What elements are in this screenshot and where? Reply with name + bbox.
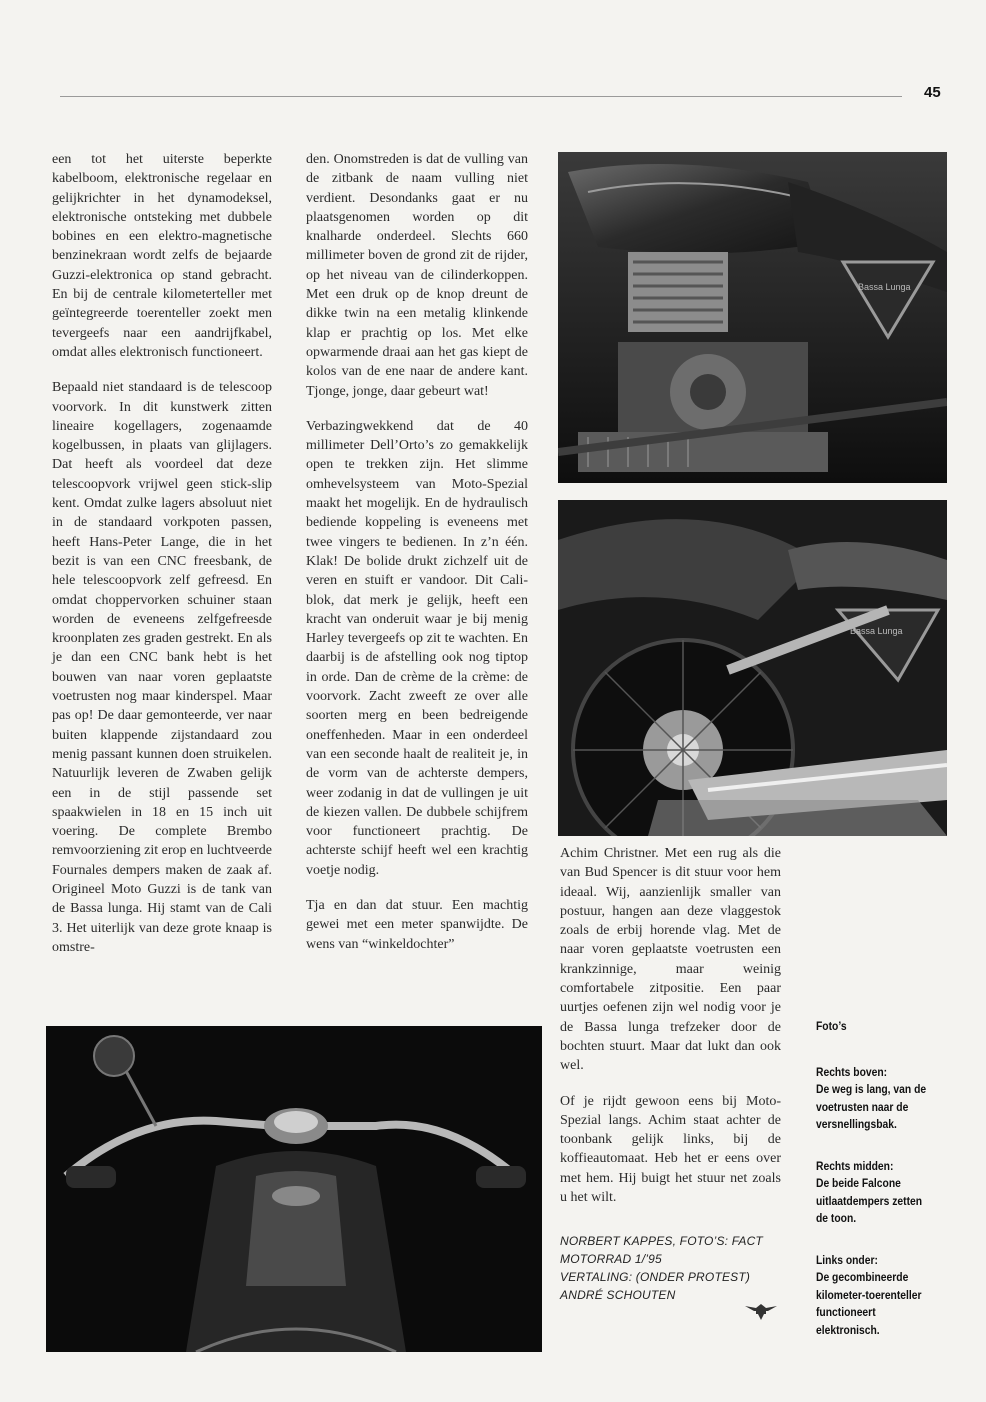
- paragraph: Bepaald niet standaard is de telescoop voorvork. In dit kunstwerk zitten lineaire kogellagers, zogenaamde kogelbussen, in plaats van glijlagers. Dat heeft als voordeel dat deze telescoopvork vrijwel geen stick-slip kent. Omdat zulke lagers absoluut niet in de standaard vorkpoten passen, heeft Hans-Peter Lange, die in het bezit is van een CNC freesbank, de hele telescoopvork zelf gefreesd. En omdat choppervorken schuiner staan worden de eveneens zelfgefreesde kroonplaten zes graden gestrekt. En als je dan een CNC bank hebt is het bouwen van naar voren geplaatste voetrusten nog maar kinderspel. Maar pas op! De daar gemonteerde, ver naar buiten klappende zijstandaard zou menig passant kunnen doen struikelen. Natuurlijk leveren de Zwaben gelijk een in de stijl passende set spaakwielen in 18 en 15 inch uit voering. De complete Brembo remvoorziening zit erop en luchtveerde Fournales dempers maken de zaak af. Origineel Moto Guzzi is de tank van de Bassa lunga. Hij stamt van de Cali 3. Het uiterlijk van deze grote knaap is omstre-: [52, 380, 273, 955]
- caption-text: De beide Falcone uitlaatdempers zetten de toon.: [816, 1176, 923, 1225]
- paragraph: den. Onomstreden is dat de vulling van de zitbank de naam vulling niet verdient. Desondanks gaat er nu plaatsgenomen worden op dit knalharde onderdeel. Slechts 660 millimeter boven de grond zit de rijder, op het niveau van de cilinderkoppen. Met een druk op de knop dreunt de dikke twin na een metalig klinkende klap er prachtig op los. Met elke opwarmende draai aan het gas kiept de kolos van de ene naar de andere kant. Tjonge, jonge, daar gebeurt wat!: [306, 152, 528, 399]
- caption-middle-right: [816, 1158, 936, 1228]
- paragraph: een tot het uiterste beperkte kabelboom, elektronische regelaar en gelijkrichter in het dynamodeksel, elektronische ontsteking met dubbele bobines en een elektro-magnetische benzinekraan wordt zelfs de bejaarde Guzzi-elektronica op stand gebracht. En bij de centrale kilometerteller met geïntegreerde toerenteller zoekt men tevergeefs naar een aandrijfkabel, omdat alles elektronisch functioneert.: [52, 152, 272, 360]
- photo-engine: [558, 152, 947, 483]
- tank-badge-text: Bassa Lunga: [858, 282, 911, 292]
- caption-text: De gecombineerde kilometer-toerenteller functioneert elektronisch.: [816, 1270, 922, 1337]
- header-rule: [60, 96, 902, 97]
- text-column-2: [306, 150, 528, 970]
- text-column-3: [560, 844, 781, 1223]
- page-number: 45: [924, 84, 941, 101]
- paragraph: Of je rijdt gewoon eens bij Moto-Spezial langs. Achim staat achter de toonbank gelijk links, bij de koffieautomaat. Heb het er eens over met hem. Hij buigt het stuur net zoals u het wilt.: [560, 1093, 781, 1206]
- photo-handlebar: [46, 1026, 542, 1352]
- photo-captions: [816, 1018, 936, 1363]
- caption-top-right: [816, 1064, 936, 1134]
- credit-line: MOTORRAD 1/’95: [560, 1252, 662, 1266]
- credit-line: ANDRÉ SCHOUTEN: [560, 1288, 676, 1302]
- photo-exhaust: [558, 500, 947, 836]
- tank-badge-text: Bassa Lunga: [850, 626, 903, 636]
- moto-guzzi-eagle-icon: [744, 1300, 778, 1322]
- caption-bottom-left: [816, 1252, 936, 1340]
- paragraph: Achim Christner. Met een rug als die van Bud Spencer is dit stuur voor hem ideaal. Wij, aanzienlijk smaller van postuur, hangen aan deze vlaggestok zoals de erbij horende vlag. Met de naar voren geplaatste voetrusten een krankzinnige, maar weinig comfortabele zitpositie. Een paar uurtjes oefenen zijn wel nodig voor je de Bassa lunga trefzeker door de bochten stuurt. Maar dat lukt dan ook wel.: [560, 846, 781, 1074]
- caption-title: Rechts midden:: [816, 1158, 894, 1173]
- credit-line: VERTALING: (ONDER PROTEST): [560, 1270, 751, 1284]
- caption-title: Links onder:: [816, 1252, 878, 1267]
- captions-heading: Foto’s: [816, 1019, 847, 1033]
- caption-title: Rechts boven:: [816, 1064, 888, 1079]
- article-credits: [560, 1232, 763, 1304]
- paragraph: Verbazingwekkend dat de 40 millimeter Dell’Orto’s zo gemakkelijk open te trekken zijn. Het slimme omhevelsysteem van Moto-Spezial maakt het mogelijk. En de hydraulisch bediende koppeling is eveneens met twee vingers te bedienen. In z’n één. Klak! De bolide drukt zichzelf uit de veren en stuift er vandoor. Dit Cali-blok, dat merk je gelijk, heeft een kracht van onderuit waar je bij menig Harley tevergeefs op zit te wachten. En daarbij is de afstelling ook nog tiptop in orde. Dan de crème de la crème: de voorvork. Zacht zweeft ze over alle soorten merg en been bedreigende oneffenheden. Maar in een onderdeel van een seconde haalt de realiteit je, in de vorm van de achterste dempers, weer zodanig in dat de vullingen je uit de kiezen vallen. De dubbele schijfrem voor functioneert prachtig. De achterste schijf heeft wel een krachtig voetje nodig.: [306, 418, 528, 878]
- caption-text: De weg is lang, van de voetrusten naar de versnellingsbak.: [816, 1082, 927, 1131]
- paragraph: Tja en dan dat stuur. Een machtig gewei met een meter spanwijdte. De wens van “winkeldochter”: [306, 897, 528, 952]
- text-column-1: [52, 150, 272, 973]
- credit-line: NORBERT KAPPES, FOTO’S: FACT: [560, 1234, 763, 1248]
